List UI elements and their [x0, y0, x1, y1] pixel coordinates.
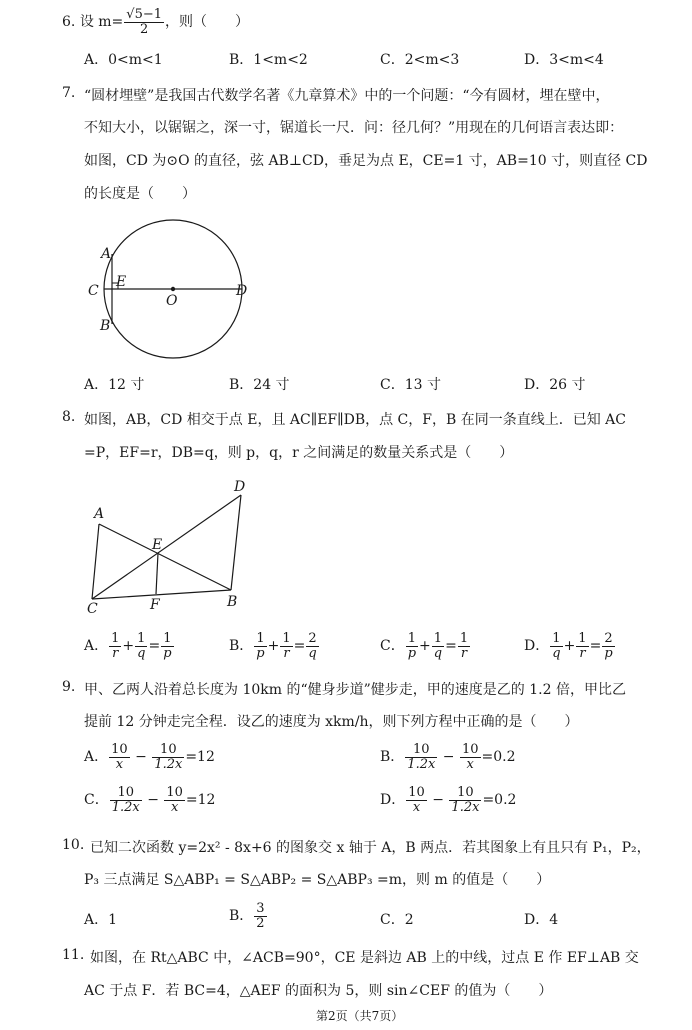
option-letter: B．	[229, 908, 254, 925]
frac-num: 1	[578, 631, 587, 646]
q10-option-a: A．1	[84, 912, 118, 928]
label-b: B	[100, 318, 111, 334]
q6-stem	[62, 8, 249, 36]
frac-den: r	[283, 645, 290, 661]
label-d: D	[234, 479, 246, 495]
operator: −	[147, 792, 159, 809]
q9-number: 9.	[62, 679, 76, 695]
frac-den: r	[112, 645, 119, 661]
q7-option-a: A．12 寸	[84, 377, 145, 393]
q6-option-a: A．0<m<1	[84, 52, 163, 68]
operator: −	[442, 749, 455, 766]
q9-option-d	[380, 786, 516, 814]
q7-line-3: 如图，CD 为⊙O 的直径，弦 AB⊥CD，垂足为点 E，CE=1 寸，AB=10 寸，则直径 CD	[84, 153, 648, 169]
operator: +	[122, 638, 135, 655]
frac-den: x	[115, 756, 124, 772]
q7-option-d: D．26 寸	[524, 377, 586, 393]
q7-line-1: “圆材埋壁”是我国古代数学名著《九章算术》中的一个问题：“今有圆材，埋在壁中，	[84, 88, 610, 104]
option-letter: A．	[84, 749, 109, 766]
frac-den: p	[256, 645, 265, 661]
frac-den: x	[412, 799, 421, 815]
q9-line-1: 甲、乙两人沿着总长度为 10km 的“健身步道”健步走，甲的速度是乙的 1.2 倍，甲比乙	[84, 682, 626, 698]
q6-frac-num: √5−1	[126, 7, 162, 22]
q8-line-2: =P，EF=r，DB=q，则 p，q，r 之间满足的数量关系式是（ ）	[84, 445, 514, 461]
frac-num: 2	[602, 632, 614, 647]
segment-ac	[92, 524, 99, 599]
frac-num: 2	[306, 632, 318, 647]
frac-den: r	[460, 645, 468, 661]
frac-num: 10	[449, 786, 481, 801]
operator: +	[563, 638, 576, 655]
frac-num: 10	[461, 742, 479, 757]
q10-option-c: C．2	[380, 912, 414, 928]
q11-line-2: AC 于点 F．若 BC=4，△AEF 的面积为 5，则 sin∠CEF 的值为（ ）	[84, 983, 553, 999]
frac-num: 1	[254, 632, 266, 647]
segment-db	[231, 495, 241, 590]
label-c: C	[87, 601, 98, 617]
label-f: F	[150, 597, 160, 613]
q6-stem-post: ，则（ ）	[165, 14, 249, 31]
frac-num: 10	[110, 786, 142, 801]
frac-den: 1.2x	[154, 756, 183, 772]
rhs: =0.2	[481, 749, 516, 766]
q11-number: 11.	[62, 947, 85, 963]
option-letter: C．	[84, 792, 109, 809]
frac-num: 10	[405, 743, 437, 758]
frac-den: q	[137, 645, 146, 661]
q7-option-b: B．24 寸	[229, 377, 290, 393]
q9-option-c	[84, 786, 215, 814]
frac-num: 1	[459, 631, 469, 646]
frac-den: p	[604, 645, 613, 661]
frac-num: 1	[406, 632, 418, 647]
operator: −	[135, 749, 147, 766]
q8-option-a: A． $\frac{1}{r}$ + $\frac{1}{q}$ = $\frac{1}{p}$	[84, 631, 172, 661]
q8-triangle-figure	[80, 470, 270, 620]
frac-num: 10	[152, 743, 184, 758]
frac-num: 1	[135, 632, 147, 647]
q7-line-4: 的长度是（ ）	[84, 186, 196, 202]
rhs: =12	[185, 749, 215, 766]
frac-num: 1	[282, 631, 291, 646]
operator: +	[267, 638, 280, 655]
label-c: C	[88, 283, 99, 299]
q6-option-d: D．3<m<4	[524, 52, 604, 68]
frac-num: 1	[111, 631, 120, 646]
option-letter: A．	[84, 638, 109, 655]
frac-den: q	[308, 645, 317, 661]
frac-num: 1	[161, 632, 173, 647]
frac-den: r	[579, 645, 586, 661]
frac-num: 1	[550, 632, 562, 647]
q7-option-c: C．13 寸	[380, 377, 441, 393]
rhs: =0.2	[482, 792, 517, 809]
label-b: B	[227, 594, 238, 610]
label-o: O	[166, 293, 178, 309]
option-letter: C．	[380, 638, 405, 655]
q6-option-c: C．2<m<3	[380, 52, 460, 68]
q10-line-2: P₃ 三点满足 S△ABP₁ = S△ABP₂ = S△ABP₃ =m，则 m 的值是（ ）	[84, 872, 551, 888]
q6-option-b: B．1<m<2	[229, 52, 308, 68]
q10-option-d: D．4	[524, 912, 559, 928]
operator: +	[419, 638, 431, 655]
q8-option-b: B． $\frac{1}{p}$ + $\frac{1}{r}$ = $\frac{2}{q}$	[229, 631, 317, 661]
q7-circle-figure	[80, 214, 280, 364]
label-d: D	[236, 283, 248, 299]
q8-number: 8.	[62, 409, 76, 425]
frac-den: q	[433, 645, 443, 661]
frac-den: p	[407, 645, 417, 661]
frac-num: 1	[432, 632, 444, 647]
frac-den: q	[552, 645, 561, 661]
center-point-o	[171, 287, 175, 291]
option-letter: B．	[380, 749, 405, 766]
q8-line-1: 如图，AB，CD 相交于点 E，且 AC∥EF∥DB，点 C，F，B 在同一条直线上．已知 AC	[84, 412, 626, 428]
frac-num: 10	[408, 785, 425, 800]
q6-stem-pre: 设 m=	[79, 14, 124, 31]
label-e: E	[116, 274, 127, 290]
q6-number: 6.	[62, 14, 76, 31]
option-letter: D．	[524, 638, 550, 655]
label-a: A	[94, 506, 105, 522]
frac-den: x	[170, 799, 179, 815]
q10-number: 10.	[62, 837, 85, 853]
frac-den: 1.2x	[451, 799, 480, 815]
q8-option-d: D． $\frac{1}{q}$ + $\frac{1}{r}$ = $\frac{2}{p}$	[524, 631, 613, 661]
page-footer: 第2页（共7页）	[316, 1009, 404, 1023]
q9-option-a	[84, 743, 215, 771]
option-letter: B．	[229, 638, 254, 655]
rhs: =12	[185, 792, 216, 809]
q7-number: 7.	[62, 85, 76, 101]
q10-option-b	[229, 902, 268, 930]
q9-line-2: 提前 12 分钟走完全程．设乙的速度为 xkm/h，则下列方程中正确的是（ ）	[84, 714, 579, 730]
frac-den: 1.2x	[407, 756, 436, 772]
frac-den: p	[163, 645, 172, 661]
operator: −	[432, 792, 444, 809]
label-a: A	[101, 246, 112, 262]
frac-den: 2	[256, 915, 265, 931]
q9-option-b	[380, 743, 516, 771]
segment-ef	[156, 553, 158, 594]
q8-option-c: C． $\frac{1}{p}$ + $\frac{1}{q}$ = $\frac{1}{r}$	[380, 631, 469, 661]
q6-frac-den: 2	[140, 21, 149, 37]
segment-cb	[92, 590, 231, 599]
q11-line-1: 如图，在 Rt△ABC 中，∠ACB=90°，CE 是斜边 AB 上的中线，过点 E 作 EF⊥AB 交	[90, 950, 639, 966]
frac-den: 1.2x	[111, 799, 140, 815]
frac-num: 3	[256, 901, 265, 916]
label-e: E	[152, 537, 163, 553]
frac-num: 10	[111, 742, 128, 757]
option-letter: D．	[380, 792, 406, 809]
frac-den: x	[466, 756, 474, 772]
q7-line-2: 不知大小，以锯锯之，深一寸，锯道长一尺．问：径几何？”用现在的几何语言表达即：	[84, 120, 624, 136]
frac-num: 10	[166, 785, 183, 800]
q6-fraction	[124, 8, 164, 36]
q10-line-1: 已知二次函数 y=2x² - 8x+6 的图象交 x 轴于 A，B 两点．若其图象上有且只有 P₁，P₂，	[90, 840, 651, 856]
